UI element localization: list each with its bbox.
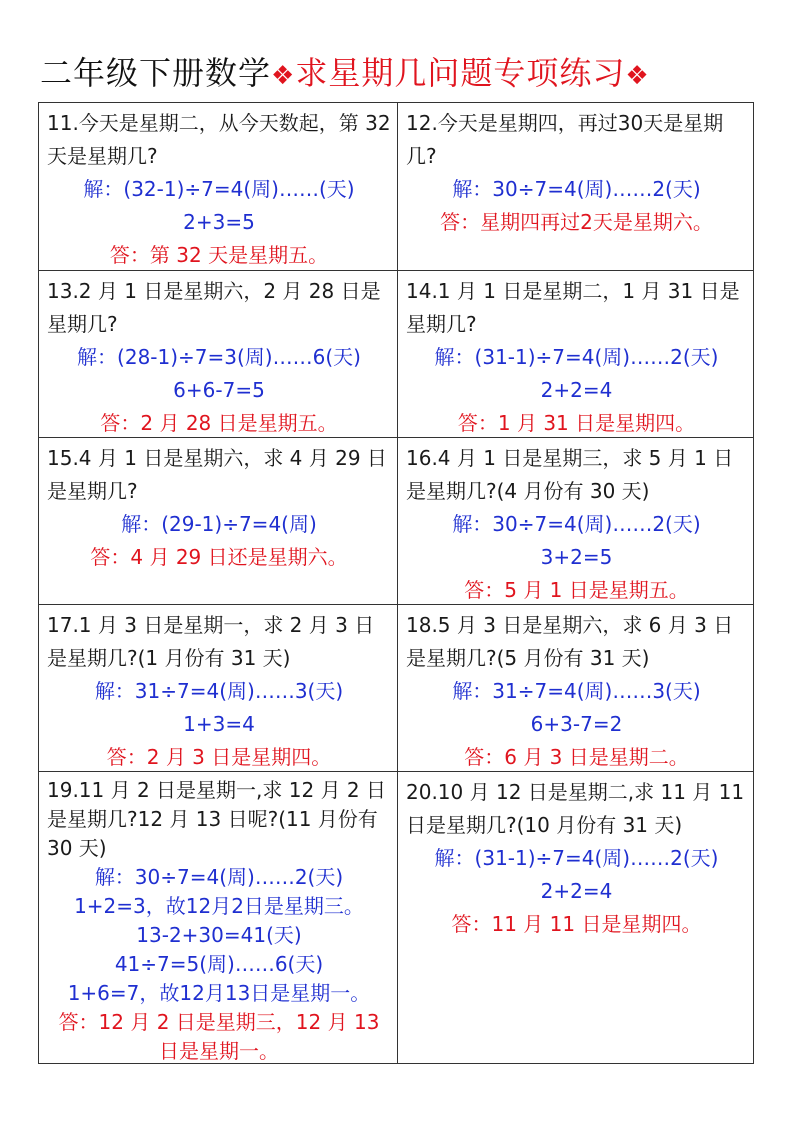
question-text: 11.今天是星期二，从今天数起，第 32 天是星期几? (47, 111, 391, 168)
answer-text: 答：2 月 28 日是星期五。 (100, 411, 338, 435)
answer-text: 答：12 月 2 日是星期三，12 月 13 日是星期一。 (58, 1010, 380, 1063)
solution-line: 13-2+30=41(天) (136, 923, 302, 947)
question-text: 20.10 月 12 日是星期二,求 11 月 11 日是星期几?(10 月份有 31 天) (406, 780, 745, 837)
problem-cell-15 (39, 438, 398, 605)
question-text: 19.11 月 2 日是星期一,求 12 月 2 日是星期几?12 月 13 日呢?(11 月份有 30 天) (47, 778, 387, 860)
answer-text: 答：第 32 天是星期五。 (109, 243, 329, 267)
solution-line: 解：30÷7=4(周)……2(天) (94, 865, 344, 889)
problem-cell-13 (39, 271, 398, 438)
question-text: 16.4 月 1 日是星期三，求 5 月 1 日是星期几?(4 月份有 30 天) (406, 446, 734, 503)
solution-line: 解：(28-1)÷7=3(周)……6(天) (77, 345, 361, 369)
solution-line: 1+6=7，故12月13日是星期一。 (67, 981, 371, 1005)
answer-text: 答：2 月 3 日是星期四。 (106, 745, 332, 769)
problem-cell-16 (398, 438, 754, 605)
diamond-icon: ❖ (625, 61, 650, 91)
title-main: 二年级下册数学 (40, 54, 272, 92)
problem-cell-14 (398, 271, 754, 438)
solution-line: 解：(32-1)÷7=4(周)……(天) (83, 177, 355, 201)
answer-text: 答：4 月 29 日还是星期六。 (90, 545, 348, 569)
answer-text: 答：6 月 3 日是星期二。 (464, 745, 689, 769)
problem-cell-11 (39, 103, 398, 271)
solution-line: 2+2=4 (540, 879, 613, 903)
solution-line: 解：(29-1)÷7=4(周) (121, 512, 317, 536)
diamond-icon: ❖ (271, 61, 296, 91)
page-title (40, 48, 650, 98)
solution-line: 1+2=3，故12月2日是星期三。 (74, 894, 364, 918)
problem-cell-12 (398, 103, 754, 271)
problem-cell-18 (398, 605, 754, 772)
solution-line: 41÷7=5(周)……6(天) (114, 952, 324, 976)
question-text: 15.4 月 1 日是星期六，求 4 月 29 日是星期几? (47, 446, 387, 503)
solution-line: 解：31÷7=4(周)……3(天) (452, 679, 701, 703)
solution-line: 2+3=5 (183, 210, 255, 234)
solution-line: 3+2=5 (540, 545, 613, 569)
problem-cell-17 (39, 605, 398, 772)
answer-text: 答：1 月 31 日是星期四。 (457, 411, 696, 435)
solution-line: 1+3=4 (183, 712, 255, 736)
solution-line: 2+2=4 (540, 378, 613, 402)
title-sub: 求星期几问题专项练习 (295, 54, 626, 92)
question-text: 18.5 月 3 日是星期六，求 6 月 3 日是星期几?(5 月份有 31 天) (406, 613, 734, 670)
solution-line: 解：(31-1)÷7=4(周)……2(天) (434, 846, 719, 870)
question-text: 12.今天是星期四，再过30天是星期几? (406, 111, 724, 168)
answer-text: 答：11 月 11 日是星期四。 (451, 912, 702, 936)
problem-cell-20 (398, 772, 754, 1064)
problem-cell-19 (39, 772, 398, 1064)
question-text: 17.1 月 3 日是星期一，求 2 月 3 日是星期几?(1 月份有 31 天) (47, 613, 375, 670)
answer-text: 答：5 月 1 日是星期五。 (464, 578, 689, 602)
answer-text: 答：星期四再过2天是星期六。 (440, 210, 713, 234)
solution-line: 解：(31-1)÷7=4(周)……2(天) (434, 345, 719, 369)
solution-line: 解：30÷7=4(周)……2(天) (452, 512, 701, 536)
solution-line: 6+3-7=2 (530, 712, 623, 736)
solution-line: 解：30÷7=4(周)……2(天) (452, 177, 701, 201)
question-text: 13.2 月 1 日是星期六，2 月 28 日是星期几? (47, 279, 381, 336)
solution-line: 6+6-7=5 (173, 378, 265, 402)
question-text: 14.1 月 1 日是星期二，1 月 31 日是星期几? (406, 279, 740, 336)
solution-line: 解：31÷7=4(周)……3(天) (94, 679, 344, 703)
problem-grid (38, 102, 754, 1064)
